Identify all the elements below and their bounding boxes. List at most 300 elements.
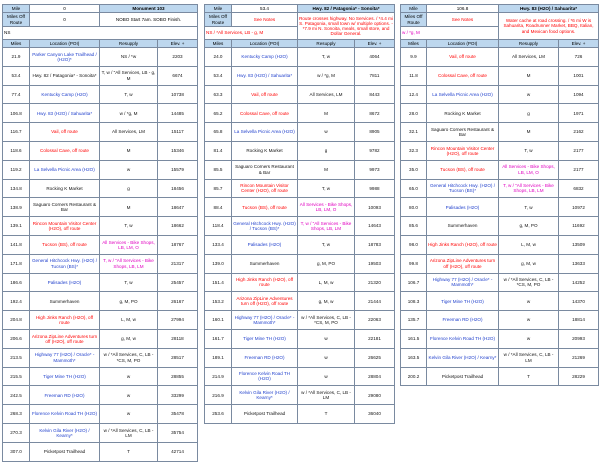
row-miles: 242.5 [3, 386, 30, 405]
table-row [3, 329, 198, 348]
segment-title: Monument 103 [100, 5, 198, 13]
row-elevation: 35478 [158, 405, 198, 424]
row-miles: 24.0 [205, 48, 232, 67]
row-elevation: 18662 [158, 217, 198, 236]
row-location: High Jinks Ranch (H2O), off route [232, 273, 298, 292]
row-elevation: 25457 [158, 273, 198, 292]
col-header-elev: Elev. + [158, 40, 198, 48]
row-location: Vail, off route [232, 85, 298, 104]
table-row [205, 235, 395, 254]
table-row [401, 329, 599, 348]
table-row [205, 123, 395, 142]
row-elevation: 2177 [559, 160, 599, 179]
row-location: Highway 77 (H2O) / Oracle* - Mammoth* [427, 273, 499, 292]
row-location: Kentucky Camp (H2O) [30, 85, 100, 104]
row-elevation: 726 [559, 48, 599, 67]
row-resupply: w [100, 386, 158, 405]
row-location: High Jinks Ranch (H2O), off route [30, 311, 100, 330]
row-location: Palisades (H2O) [30, 273, 100, 292]
row-miles: 65.8 [205, 123, 232, 142]
row-elevation: 1971 [559, 104, 599, 123]
row-elevation: 27994 [158, 311, 198, 330]
row-elevation: 10972 [559, 198, 599, 217]
row-resupply: g [499, 104, 559, 123]
row-elevation: 15346 [158, 141, 198, 160]
row-elevation: 18783 [355, 235, 395, 254]
row-elevation: 19503 [355, 254, 395, 273]
row-location: Arizona ZipLine Adventures turn off (H2O), off route [232, 292, 298, 311]
table-row [205, 348, 395, 367]
table-row [205, 48, 395, 67]
row-miles: 268.3 [3, 405, 30, 424]
row-elevation: 2203 [158, 48, 198, 67]
row-miles: 135.7 [401, 311, 427, 330]
row-location: Rincon Mountain Visitor Center (H2O), off route [232, 179, 298, 198]
row-miles: 77.4 [3, 85, 30, 104]
row-location: Colossal Cave, off route [232, 104, 298, 123]
row-elevation: 11692 [559, 217, 599, 236]
row-location: Highway 77 (H2O) / Oracle* - Mammoth* [30, 348, 100, 367]
row-elevation: 8443 [355, 85, 395, 104]
row-elevation: 1094 [559, 85, 599, 104]
row-resupply: T [100, 442, 158, 461]
segment-table-monument-103 [2, 4, 198, 462]
col-header-location: Location (POI) [30, 40, 100, 48]
row-elevation: 26625 [355, 348, 395, 367]
row-location: Saguaro Corners Restaurant & Bar [30, 198, 100, 217]
table-row [3, 423, 198, 442]
table-row [401, 217, 599, 236]
table-row [205, 292, 395, 311]
row-location: La Selvella Picnic Area (H2O) [427, 85, 499, 104]
row-miles: 161.7 [205, 329, 232, 348]
row-elevation: 14485 [158, 104, 198, 123]
row-resupply: All Services - Bike Shops, LB, LM, O [100, 235, 158, 254]
row-location: Tiger Mine TH (H2O) [30, 367, 100, 386]
row-miles: 21.9 [3, 48, 30, 67]
row-elevation: 21317 [158, 254, 198, 273]
row-resupply: T, w / "All Services - Bike Shops, LB, LM [298, 217, 355, 236]
row-miles: 106.7 [401, 273, 427, 292]
row-location: Freeman RD (H2O) [232, 348, 298, 367]
table-row [3, 348, 198, 367]
row-resupply: w [298, 367, 355, 386]
row-resupply: g, M, w [298, 292, 355, 311]
row-miles: 119.2 [3, 160, 30, 179]
row-miles: 80.0 [401, 198, 427, 217]
row-elevation: 15117 [158, 123, 198, 142]
row-elevation: 9782 [355, 141, 395, 160]
off-route-value: 0 [30, 13, 100, 27]
row-location: Summerhaven [427, 217, 499, 236]
row-resupply: T, w [298, 48, 355, 67]
row-location: Tucson (BS), off route [232, 198, 298, 217]
row-elevation: 6674 [158, 66, 198, 85]
mile-value: 106.8 [427, 5, 499, 13]
table-row [205, 160, 395, 179]
row-elevation: 14643 [355, 217, 395, 236]
row-location: Freeman RD (H2O) [30, 386, 100, 405]
row-location: La Selvella Picnic Area (H2O) [232, 123, 298, 142]
table-row [3, 273, 198, 292]
off-route-label: Miles Off Route [401, 13, 427, 27]
row-miles: 32.3 [401, 141, 427, 160]
table-row [3, 235, 198, 254]
row-resupply: M [298, 104, 355, 123]
row-elevation: 21320 [355, 273, 395, 292]
table-row [3, 179, 198, 198]
row-miles: 118.4 [205, 217, 232, 236]
row-elevation: 22063 [355, 311, 395, 330]
row-miles: 63.3 [205, 85, 232, 104]
row-resupply: T, w / "All Services - Bike Shops, LB, LM [499, 179, 559, 198]
table-row [3, 292, 198, 311]
row-elevation: 18814 [559, 311, 599, 330]
row-location: Vail, off route [427, 48, 499, 67]
row-location: Florence Kelvin Road TH (H2O) [427, 329, 499, 348]
row-miles: 85.7 [205, 179, 232, 198]
row-miles: 9.9 [401, 48, 427, 67]
row-miles: 139.1 [3, 217, 30, 236]
row-resupply: M [100, 141, 158, 160]
row-location: Rocking K Market [30, 179, 100, 198]
table-row [3, 367, 198, 386]
col-header-resupply: Resupply [100, 40, 158, 48]
mile-label: Mile [3, 5, 30, 13]
row-resupply: w [499, 311, 559, 330]
row-resupply: g [298, 141, 355, 160]
row-elevation: 14252 [559, 273, 599, 292]
table-row [3, 386, 198, 405]
resupply-note: NS / *All Services, LB - g, M [205, 27, 298, 40]
row-resupply: w / *g, M [298, 66, 355, 85]
row-elevation: 35754 [158, 423, 198, 442]
row-resupply: w [100, 160, 158, 179]
row-location: Palisades (H2O) [232, 235, 298, 254]
row-location: Summerhaven [30, 292, 100, 311]
row-resupply: g, M, w [499, 254, 559, 273]
row-location: Tucson (BS), off route [427, 160, 499, 179]
table-row [3, 405, 198, 424]
table-row [401, 235, 599, 254]
row-miles: 53.4 [3, 66, 30, 85]
row-miles: 108.3 [401, 292, 427, 311]
row-location: Picketpost Trailhead [30, 442, 100, 461]
row-miles: 206.6 [3, 329, 30, 348]
table-row [205, 311, 395, 330]
row-resupply: L, M, w [298, 273, 355, 292]
table-row [205, 179, 395, 198]
table-row [401, 66, 599, 85]
row-resupply: T [499, 367, 559, 386]
row-location: Rincon Mountain Visitor Center (H2O), off route [427, 141, 499, 160]
table-row [401, 141, 599, 160]
table-row [3, 254, 198, 273]
row-location: Rincon Mountain Visitor Center (H2O), off route [30, 217, 100, 236]
row-miles: 171.8 [3, 254, 30, 273]
table-row [401, 311, 599, 330]
row-miles: 192.4 [3, 292, 30, 311]
row-location: Florence Kelvin Road TH (H2O) [30, 405, 100, 424]
row-location: Colossal Cave, off route [427, 66, 499, 85]
row-miles: 118.6 [3, 141, 30, 160]
row-location: La Selvella Picnic Area (H2O) [30, 160, 100, 179]
row-miles: 204.8 [3, 311, 30, 330]
row-elevation: 9988 [355, 179, 395, 198]
row-miles: 65.2 [205, 104, 232, 123]
table-row [205, 198, 395, 217]
row-miles: 85.5 [205, 160, 232, 179]
row-resupply: L, M, w [100, 311, 158, 330]
row-elevation: 9973 [355, 160, 395, 179]
table-row [401, 273, 599, 292]
off-route-label: Miles Off Route [3, 13, 30, 27]
row-resupply: w / *All Services, C, LB - *CS, M, PO [298, 311, 355, 330]
row-location: Vail, off route [30, 123, 100, 142]
row-miles: 139.0 [205, 254, 232, 273]
row-location: Tiger Mine TH (H2O) [427, 292, 499, 311]
row-location: Kentucky Camp (H2O) [232, 48, 298, 67]
row-location: General Hitchcock Hwy. (H2O) / Tucson (BS)* [232, 217, 298, 236]
col-header-location: Location (POI) [232, 40, 298, 48]
row-elevation: 1001 [559, 66, 599, 85]
row-elevation: 29080 [355, 386, 395, 405]
row-elevation: 7811 [355, 66, 395, 85]
row-location: Tucson (BS), off route [30, 235, 100, 254]
row-elevation: 28229 [559, 367, 599, 386]
table-row [205, 405, 395, 424]
segment-title: Hwy. 82 / Patagonia* - Sonoita* [298, 5, 395, 13]
row-resupply: w [298, 123, 355, 142]
row-location: Rocking K Market [232, 141, 298, 160]
table-row [3, 141, 198, 160]
row-elevation: 21444 [355, 292, 395, 311]
row-resupply: w [100, 405, 158, 424]
row-miles: 215.5 [3, 367, 30, 386]
row-miles: 141.8 [3, 235, 30, 254]
row-location: Hwy. 82 / Patagonia* - Sonoita* [30, 66, 100, 85]
row-location: Arizona ZipLine Adventures turn off (H2O), off route [30, 329, 100, 348]
row-elevation: 22181 [355, 329, 395, 348]
table-row [3, 311, 198, 330]
row-resupply: L, M, w [499, 235, 559, 254]
table-row [3, 123, 198, 142]
row-resupply: T, w [100, 273, 158, 292]
row-resupply: All Services, LM [100, 123, 158, 142]
row-elevation: 2177 [559, 141, 599, 160]
row-elevation: 18456 [158, 179, 198, 198]
row-resupply: w [499, 329, 559, 348]
row-miles: 200.2 [401, 367, 427, 386]
row-miles: 116.7 [3, 123, 30, 142]
row-location: General Hitchcock Hwy. (H2O) / Tucson (BS)* [427, 179, 499, 198]
row-elevation: 14370 [559, 292, 599, 311]
table-row [205, 66, 395, 85]
row-miles: 253.6 [205, 405, 232, 424]
row-elevation: 6832 [559, 179, 599, 198]
off-route-value: See Notes [427, 13, 499, 27]
segment-table-hwy-83 [400, 4, 599, 386]
table-row [401, 123, 599, 142]
row-elevation: 28804 [355, 367, 395, 386]
row-elevation: 28855 [158, 367, 198, 386]
table-row [401, 160, 599, 179]
row-location: Saguaro Corners Restaurant & Bar [232, 160, 298, 179]
segment-notes: Water cache at road crossing. / *6 mi W is Sahuarita, Roadrunner Market, BBQ, Italian, and Mexican food options. [499, 13, 599, 40]
row-miles: 12.4 [401, 85, 427, 104]
col-header-resupply: Resupply [298, 40, 355, 48]
row-location: Hwy. 83 (H2O) / Sahuarita* [232, 66, 298, 85]
row-resupply: M [298, 160, 355, 179]
row-location: High Jinks Ranch (H2O), off route [427, 235, 499, 254]
row-resupply: T, w / "All Services, LB - g, M [100, 66, 158, 85]
table-row [205, 329, 395, 348]
table-row [205, 386, 395, 405]
row-miles: 138.9 [3, 198, 30, 217]
table-row [401, 292, 599, 311]
row-elevation: 13509 [559, 235, 599, 254]
segment-table-hwy-82 [204, 4, 395, 424]
row-elevation: 21269 [559, 348, 599, 367]
table-row [3, 442, 198, 461]
row-resupply: T, w [100, 85, 158, 104]
row-elevation: 36040 [355, 405, 395, 424]
row-miles: 88.4 [205, 198, 232, 217]
off-route-value: See Notes [232, 13, 298, 27]
resupply-note: NS [3, 27, 198, 40]
row-elevation: 26167 [158, 292, 198, 311]
mile-label: Mile [401, 5, 427, 13]
row-location: Palisades (H2O) [427, 198, 499, 217]
col-header-miles: Miles [3, 40, 30, 48]
row-resupply: w / *All Services, C, LB - LM [100, 423, 158, 442]
row-location: Kelvin Gila River (H2O) / Kearny* [427, 348, 499, 367]
row-resupply: w [499, 292, 559, 311]
table-row [3, 217, 198, 236]
table-row [401, 348, 599, 367]
row-elevation: 28517 [158, 348, 198, 367]
row-miles: 98.0 [401, 235, 427, 254]
row-elevation: 15579 [158, 160, 198, 179]
row-resupply: NS / *w [100, 48, 158, 67]
row-location: Freeman RD (H2O) [427, 311, 499, 330]
table-row [205, 217, 395, 236]
table-row [3, 85, 198, 104]
row-miles: 307.0 [3, 442, 30, 461]
row-resupply: w / *All Services, C, LB - LM [298, 386, 355, 405]
row-miles: 32.1 [401, 123, 427, 142]
row-miles: 28.0 [401, 104, 427, 123]
row-elevation: 42714 [158, 442, 198, 461]
row-location: Summerhaven [232, 254, 298, 273]
row-resupply: w [100, 367, 158, 386]
row-resupply: All Services, LM [298, 85, 355, 104]
table-row [205, 104, 395, 123]
row-resupply: All Services, LM [499, 48, 559, 67]
row-location: Hwy. 83 (H2O) / Sahuarita* [30, 104, 100, 123]
table-row [205, 273, 395, 292]
row-miles: 216.9 [205, 386, 232, 405]
row-resupply: M [499, 66, 559, 85]
row-miles: 163.5 [401, 348, 427, 367]
row-resupply: T [298, 405, 355, 424]
row-resupply: T, w [499, 141, 559, 160]
row-resupply: w / *g, M [100, 104, 158, 123]
row-resupply: w [298, 348, 355, 367]
row-resupply: w [298, 329, 355, 348]
col-header-elev: Elev. + [559, 40, 599, 48]
col-header-miles: Miles [205, 40, 232, 48]
row-elevation: 10738 [158, 85, 198, 104]
row-location: Parker Canyon Lake Trailhead / (H2O)* [30, 48, 100, 67]
table-row [205, 85, 395, 104]
segment-title: Hwy. 83 (H2O) / Sahuarita* [499, 5, 599, 13]
row-elevation: 2162 [559, 123, 599, 142]
row-location: Saguaro Corners Restaurant & Bar [427, 123, 499, 142]
row-resupply: T, w / "All Services - Bike Shops, LB, LM [100, 254, 158, 273]
row-miles: 99.8 [401, 254, 427, 273]
row-resupply: T, w [298, 179, 355, 198]
row-resupply: T, w [100, 217, 158, 236]
row-elevation: 18767 [158, 235, 198, 254]
row-elevation: 4064 [355, 48, 395, 67]
row-miles: 213.5 [3, 348, 30, 367]
row-miles: 53.4 [205, 66, 232, 85]
row-miles: 35.0 [401, 160, 427, 179]
table-row [401, 254, 599, 273]
mile-value: 0 [30, 5, 100, 13]
off-route-label: Miles Off Route [205, 13, 232, 27]
row-elevation: 33299 [158, 386, 198, 405]
row-location: General Hitchcock Hwy. (H2O) / Tucson (BS)* [30, 254, 100, 273]
row-miles: 153.2 [205, 292, 232, 311]
table-row [3, 104, 198, 123]
table-row [401, 85, 599, 104]
row-elevation: 8905 [355, 123, 395, 142]
table-row [205, 254, 395, 273]
segment-notes: NOBO Start 7am. SOBO Finish. [100, 13, 198, 27]
table-row [205, 367, 395, 386]
table-row [401, 48, 599, 67]
row-resupply: g, M, w [100, 329, 158, 348]
col-header-elev: Elev. + [355, 40, 395, 48]
table-row [205, 141, 395, 160]
row-resupply: All Services - Bike Shops, LB, LM, O [499, 160, 559, 179]
row-location: Highway 77 (H2O) / Oracle* - Mammoth* [232, 311, 298, 330]
row-resupply: T, w [499, 198, 559, 217]
row-location: Rocking K Market [427, 104, 499, 123]
row-miles: 106.8 [3, 104, 30, 123]
row-elevation: 10093 [355, 198, 395, 217]
row-miles: 186.6 [3, 273, 30, 292]
row-resupply: w / *All Services, C, LB - *CS, M, PO [100, 348, 158, 367]
row-miles: 85.6 [401, 217, 427, 236]
table-row [401, 179, 599, 198]
row-location: Colossal Cave, off route [30, 141, 100, 160]
table-row [3, 66, 198, 85]
table-row [401, 104, 599, 123]
row-elevation: 20993 [559, 329, 599, 348]
row-miles: 160.1 [205, 311, 232, 330]
row-miles: 134.8 [3, 179, 30, 198]
row-location: Picketpost Trailhead [232, 405, 298, 424]
row-resupply: g, M, PO [298, 254, 355, 273]
row-location: Florence Kelvin Road TH (H2O) [232, 367, 298, 386]
resupply-note: w / *g, M [401, 27, 499, 40]
row-location: Kelvin Gila River (H2O) / Kearny* [232, 386, 298, 405]
row-miles: 270.3 [3, 423, 30, 442]
table-row [3, 48, 198, 67]
